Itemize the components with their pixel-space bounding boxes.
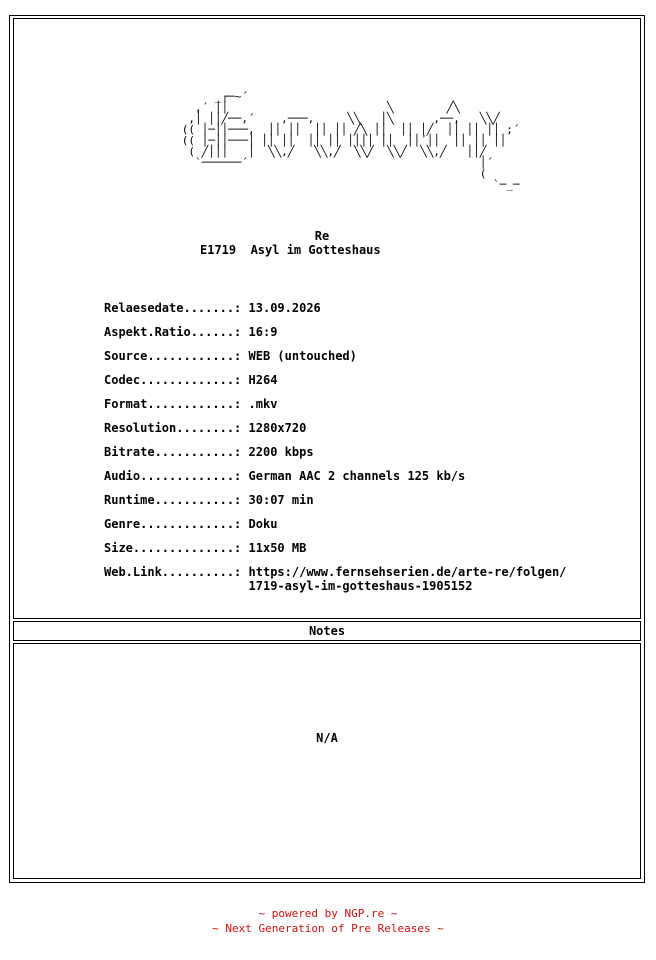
spec-label: Audio.............: — [104, 469, 242, 483]
spec-row — [104, 517, 277, 531]
spec-value: 2200 kbps — [248, 445, 314, 459]
spec-value: 11x50 MB — [248, 541, 307, 555]
spec-label: Web.Link..........: — [104, 565, 242, 579]
spec-row — [104, 493, 314, 507]
info-panel — [13, 18, 641, 619]
spec-row — [104, 469, 465, 483]
spec-row — [104, 445, 314, 459]
spec-value: WEB (untouched) — [248, 349, 357, 363]
spec-label: Source............: — [104, 349, 242, 363]
spec-value: German AAC 2 channels 125 kb/s — [248, 469, 466, 483]
spec-label: Size..............: — [104, 541, 242, 555]
spec-value: 16:9 — [248, 325, 278, 339]
spec-label: Runtime...........: — [104, 493, 242, 507]
spec-row — [104, 541, 306, 555]
notes-panel — [13, 643, 641, 879]
web-link[interactable]: https://www.fernsehserien.de/arte-re/folgen/ 1719-asyl-im-gotteshaus-1905152 — [248, 565, 567, 593]
spec-label: Genre.............: — [104, 517, 242, 531]
notes-header — [13, 621, 641, 641]
spec-value: H264 — [248, 373, 278, 387]
spec-value: .mkv — [248, 397, 278, 411]
footer-tagline: ~ Next Generation of Pre Releases ~ — [212, 922, 444, 935]
spec-row — [104, 397, 277, 411]
spec-row — [104, 565, 566, 593]
specs-list — [104, 301, 567, 593]
spec-value: 30:07 min — [248, 493, 314, 507]
spec-row — [104, 349, 357, 363]
spec-label: Bitrate...........: — [104, 445, 242, 459]
ascii-logo: _┌─~´ ,´ ││ ╲ ╱╲ ,│ ││╱──,´ ,───, ╲╲ │╲ ,──, ╲╲╱ (( │─││───, ││ ││ ││ ││ ╱╲ ││ ││ │╱ ││ ││ ││ ;´ (( │─││───│ ││ ││ ││ ││ ││││ ││ ││´││ ││ ││ ││ ( ╱│││ │ ╲╲,╱ ╲╲,╱ ╲╲╱ ╲╲╱ ╲╲,╱ ││╱ `──────´ │´ ( `─_─ — [181, 90, 520, 191]
nfo-frame — [9, 15, 645, 883]
spec-value: 1280x720 — [248, 421, 307, 435]
spec-label: Relaesedate.......: — [104, 301, 242, 315]
spec-label: Resolution........: — [104, 421, 242, 435]
spec-row — [104, 325, 277, 339]
spec-label: Codec.............: — [104, 373, 242, 387]
spec-row — [104, 301, 321, 315]
spec-label: Format............: — [104, 397, 242, 411]
episode-title: E1719 Asyl im Gotteshaus — [200, 243, 381, 257]
spec-value: 13.09.2026 — [248, 301, 321, 315]
notes-value: N/A — [316, 731, 338, 745]
spec-row — [104, 373, 277, 387]
footer-powered-by: ~ powered by NGP.re ~ — [258, 907, 398, 920]
footer — [0, 906, 656, 936]
spec-row — [104, 421, 306, 435]
notes-label: Notes — [308, 624, 346, 638]
spec-label: Aspekt.Ratio......: — [104, 325, 242, 339]
release-group: Re — [314, 229, 330, 243]
spec-value: Doku — [248, 517, 278, 531]
